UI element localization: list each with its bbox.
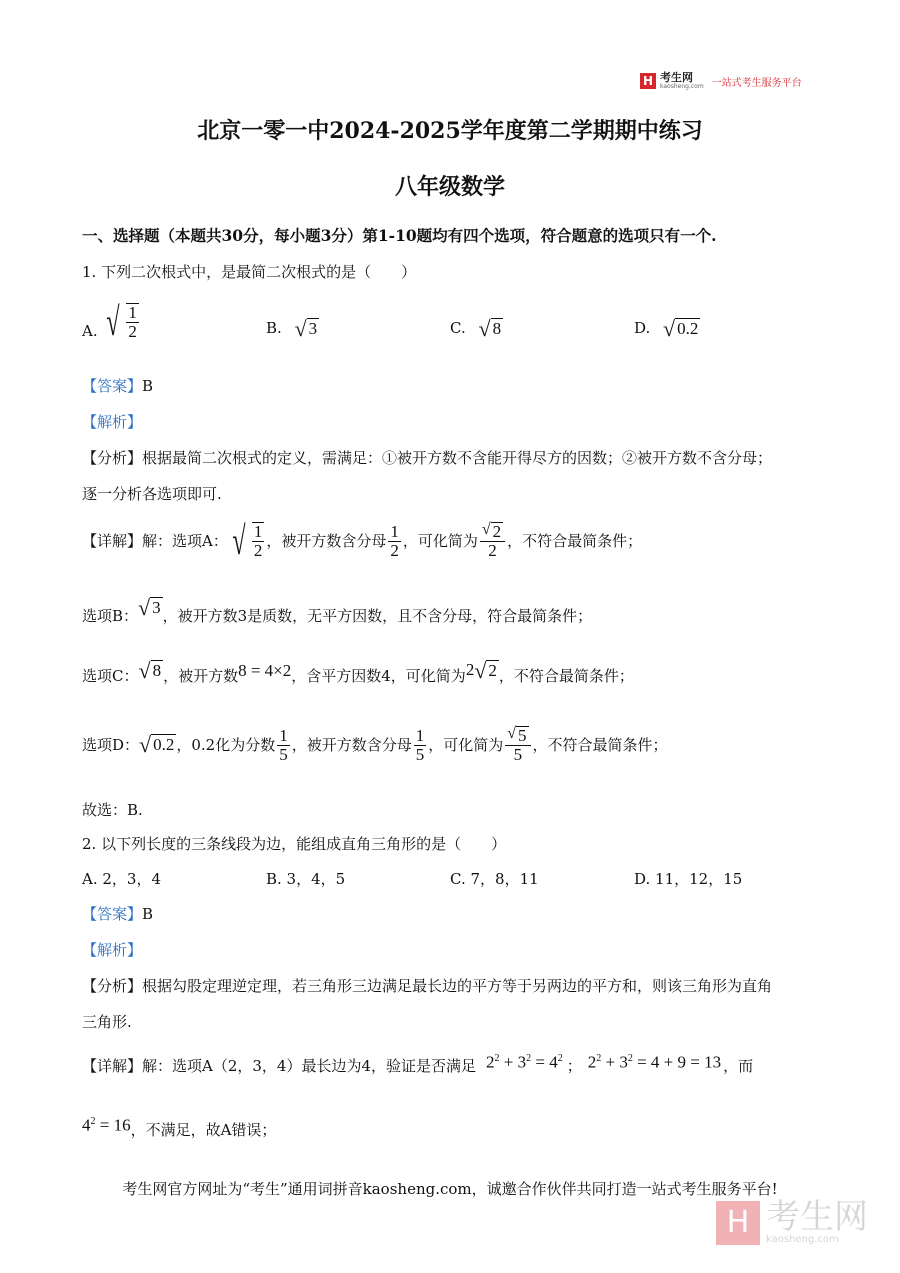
q1-fenxi (82, 448, 772, 468)
q1-option-b-label: B. (266, 319, 282, 337)
q2-detail-cont (82, 1112, 276, 1148)
q1-analysis-tag (82, 412, 142, 432)
q1-fenxi-text-1: 根据最简二次根式的定义，需满足：①被开方数不含能开得尽方的因数；②被开方数不含分母； (142, 449, 773, 467)
q1-detail-d-text-5: ，不符合最简条件； (532, 736, 668, 754)
q1-answer-value: B (142, 377, 154, 395)
logo-domain: kaosheng.com (660, 83, 704, 90)
q1-option-b (266, 318, 319, 340)
q1-detail-c-expr-2: 8 = 4×2 (238, 661, 292, 680)
q1-detail-c-text-2: ，被开方数 (163, 667, 239, 685)
q1-detail-a-expr-3: √ 2 2 (480, 522, 505, 561)
q2-fenxi (82, 976, 772, 996)
q1-option-c (450, 318, 503, 340)
q1-option-d (634, 318, 700, 340)
q1-detail-b-text-1: 选项B： (82, 607, 139, 625)
q1-detail-c (82, 658, 634, 694)
q1-detail-a-expr-2: $\frac{1}{2}$ (390, 521, 399, 560)
q2-detail (82, 1046, 753, 1086)
q1-conclusion: 故选：B. (82, 801, 143, 819)
header-logo (640, 72, 802, 90)
q1-option-d-expr: √ 0.2 (663, 316, 699, 342)
q1-detail-d-text-3: ，被开方数含分母 (291, 736, 412, 754)
q2-fenxi-line2: 三角形. (82, 1013, 132, 1031)
q1-fenxi-line2: 逐一分析各选项即可. (82, 485, 222, 503)
q2-stem: 2. 以下列长度的三条线段为边，能组成直角三角形的是（ ） (82, 835, 507, 853)
q2-option-c: C. 7，8，11 (450, 870, 539, 888)
q1-fenxi-tag: 【分析】 (82, 449, 143, 467)
q2-detail-expr-1: $2^2 + 3^2 = 4^2$ (486, 1052, 563, 1072)
q2-detail-text-3: ，而 (723, 1057, 754, 1075)
q1-detail-b-expr: √ 3 (138, 595, 161, 621)
q1-detail-d-expr-3: $\frac{1}{5}$ (415, 725, 425, 764)
q1-detail-a-expr-1: √ $\frac{1}{2}$ (232, 518, 263, 563)
watermark-name: 考生网 (766, 1197, 868, 1237)
watermark-domain: kaosheng.com (766, 1234, 839, 1245)
q1-detail-a-text-4: ，不符合最简条件； (507, 532, 643, 550)
logo-slogan: 一站式考生服务平台 (711, 77, 802, 89)
q2-detail-expr-3: $4^2 = 16$ (82, 1115, 131, 1135)
logo-icon: H (640, 73, 656, 89)
q1-detail-d-expr-1: √ 0.2 (139, 732, 175, 758)
watermark-logo-icon: H (716, 1201, 760, 1245)
page-subtitle: 八年级数学 (394, 174, 505, 200)
q2-analysis-tag-text: 【解析】 (82, 941, 143, 959)
q1-detail-a-text-1: 解：选项A： (142, 532, 228, 550)
q1-answer-tag: 【答案】 (82, 377, 143, 395)
q1-detail-d-text-2: ，0.2化为分数 (176, 736, 276, 754)
q1-option-b-expr: √ 3 (294, 316, 318, 342)
q2-option-b: B. 3，4，5 (266, 870, 346, 888)
section-heading: 一、选择题（本题共30分，每小题3分）第1-10题均有四个选项，符合题意的选项只有一个. (82, 226, 717, 245)
q1-detail-tag: 【详解】 (82, 532, 143, 550)
q1-detail-c-text-1: 选项C： (82, 667, 139, 685)
q1-detail-a-text-3: ，可化简为 (402, 532, 478, 550)
footer-text: 考生网官方网址为“考生”通用词拼音kaosheng.com，诚邀合作伙伴共同打造一站式考生服务平台! (122, 1180, 778, 1198)
q2-answer-tag: 【答案】 (82, 905, 143, 923)
q2-detail-expr-2: $2^2 + 3^2 = 4 + 9 = 13$ (587, 1052, 722, 1072)
q2-detail-tag: 【详解】 (82, 1057, 143, 1075)
q1-detail-a (82, 516, 642, 566)
q1-detail-b-text-2: ，被开方数3是质数，无平方因数，且不含分母，符合最简条件； (162, 607, 593, 625)
q1-option-d-label: D. (634, 319, 651, 337)
q1-detail-b (82, 595, 593, 634)
q1-detail-d-text-1: 选项D： (82, 736, 140, 754)
q1-option-a (82, 299, 141, 344)
q1-option-a-expr: √ $\frac{1}{2}$ (106, 299, 137, 344)
q1-option-c-expr: √ 8 (478, 316, 502, 342)
q1-detail-c-text-3: ，含平方因数4，可化简为 (291, 667, 466, 685)
q2-detail-text-2: ； (566, 1057, 582, 1075)
q1-detail-d-expr-2: $\frac{1}{5}$ (279, 725, 288, 764)
q1-detail-c-expr-3: 2 √ 2 (465, 658, 497, 684)
q1-detail-d-expr-4: √ 5 5 (505, 726, 530, 765)
watermark (716, 1197, 868, 1245)
q2-option-d: D. 11，12，15 (634, 870, 743, 888)
q2-detail-text-1: 解：选项A（2，3，4）最长边为4，验证是否满足 (142, 1057, 477, 1075)
q1-detail-d-text-4: ，可化简为 (428, 736, 504, 754)
q1-analysis-tag-text: 【解析】 (82, 413, 143, 431)
q1-detail-d (82, 720, 668, 770)
q1-detail-c-expr-1: √ 8 (138, 658, 162, 684)
q2-analysis-tag (82, 940, 142, 960)
q1-option-c-label: C. (450, 319, 466, 337)
q1-stem: 1. 下列二次根式中，是最简二次根式的是（ ） (82, 263, 417, 281)
q2-detail-text-4: ，不满足，故A错误； (130, 1121, 277, 1139)
logo-name: 考生网 (660, 71, 693, 84)
q2-answer (82, 904, 153, 924)
page-title: 北京一零一中2024-2025学年度第二学期期中练习 (197, 118, 703, 144)
q1-option-a-label: A. (82, 322, 98, 340)
q1-detail-c-text-4: ，不符合最简条件； (498, 667, 634, 685)
q2-fenxi-text-1: 根据勾股定理逆定理，若三角形三边满足最长边的平方等于另两边的平方和，则该三角形为直角 (142, 977, 773, 995)
q1-detail-a-text-2: ，被开方数含分母 (266, 532, 387, 550)
q2-fenxi-tag: 【分析】 (82, 977, 143, 995)
q2-answer-value: B (142, 905, 154, 923)
q1-answer (82, 376, 153, 396)
q2-option-a: A. 2，3，4 (82, 870, 161, 888)
